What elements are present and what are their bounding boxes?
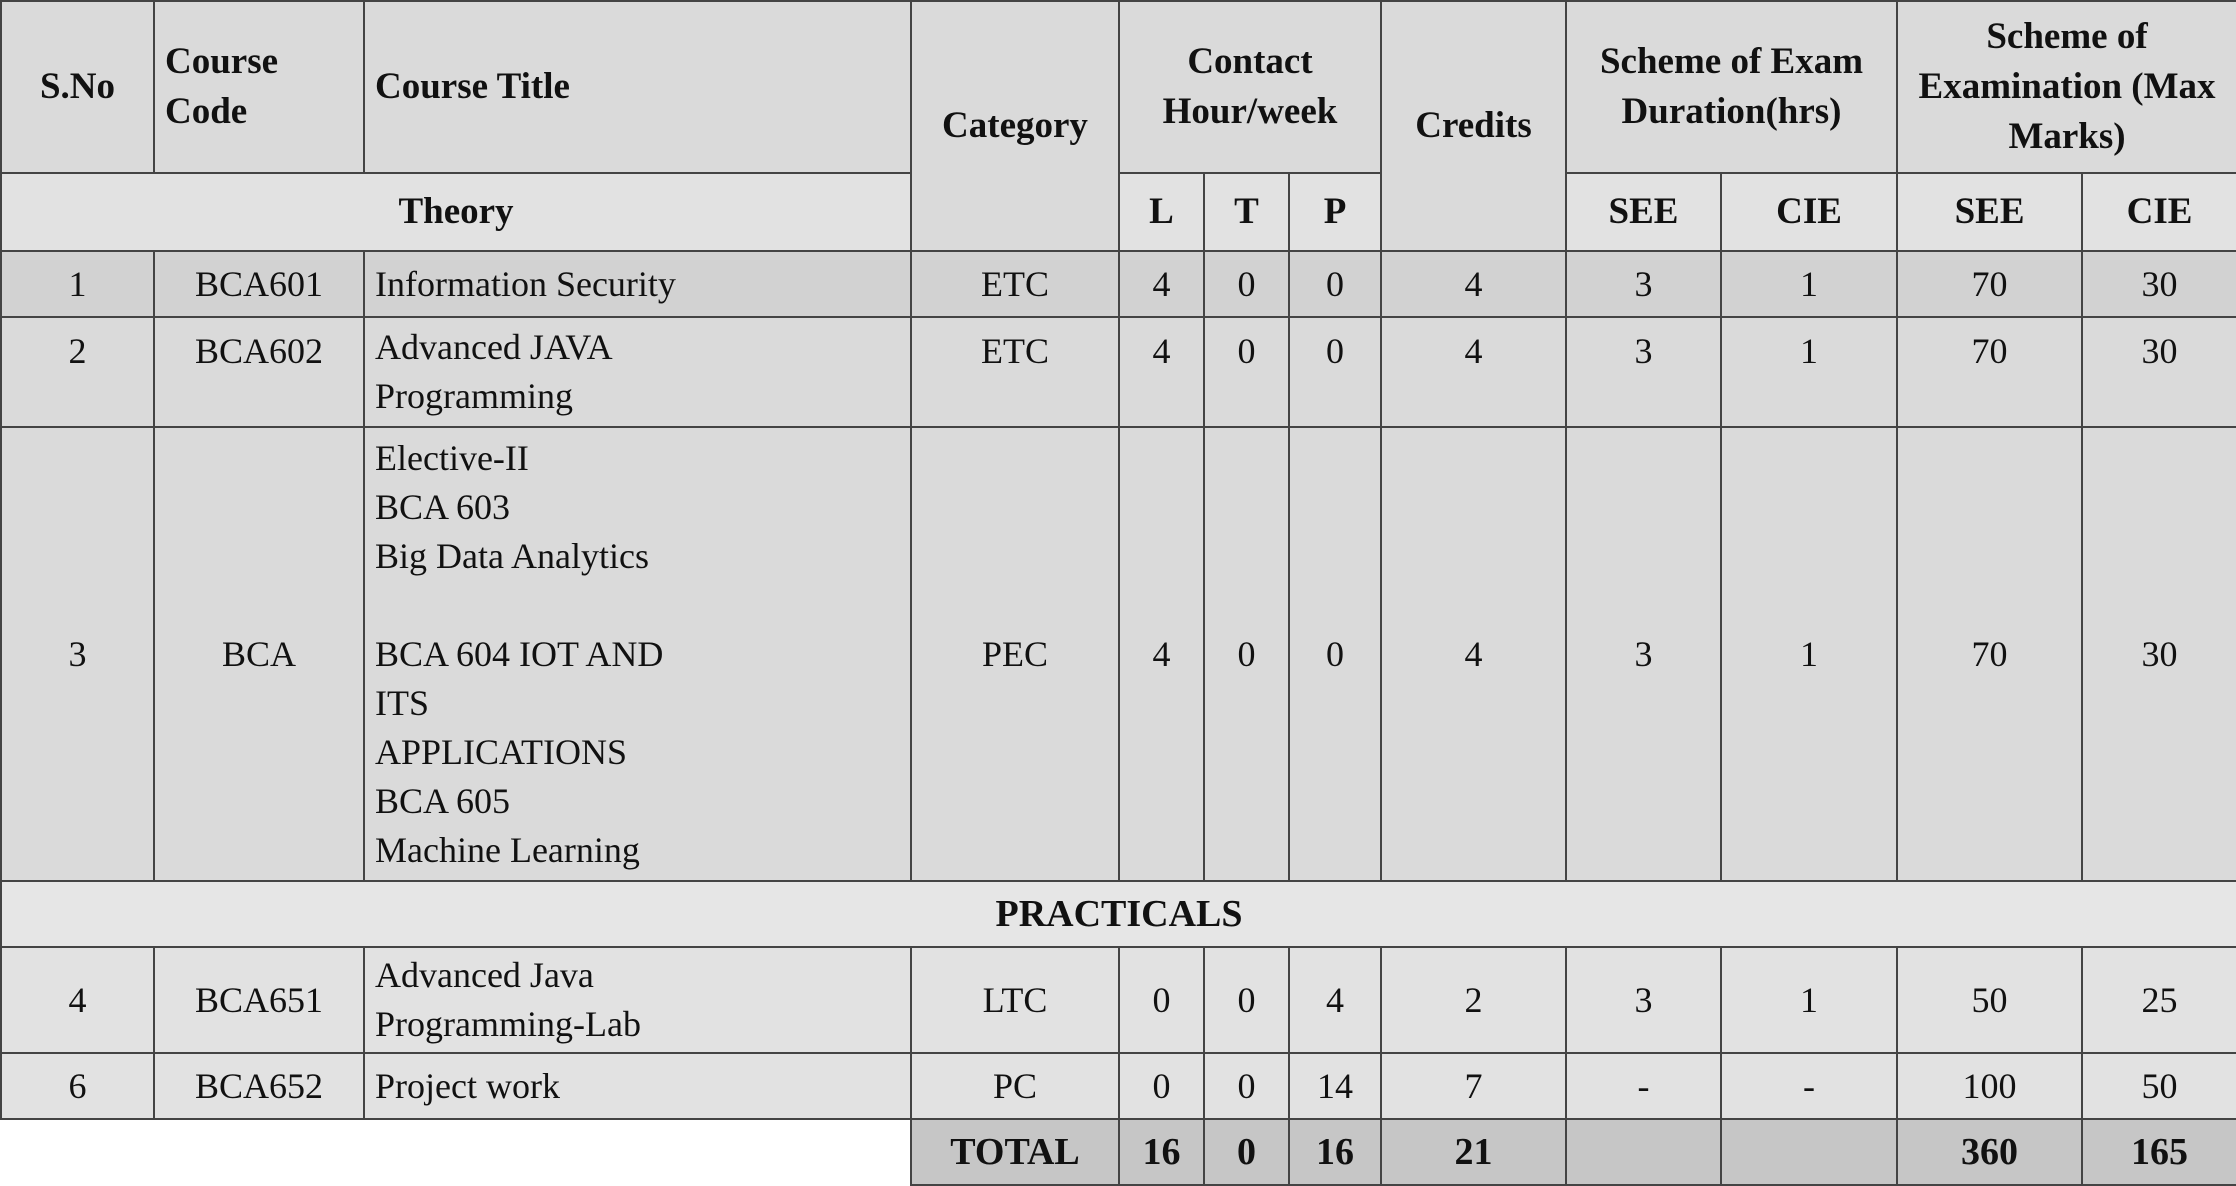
- cell-title: [364, 251, 911, 317]
- total-cie-duration: [1721, 1119, 1897, 1185]
- cell-sno: 6: [1, 1053, 154, 1119]
- title-line: Programming: [375, 376, 573, 416]
- header-cie-duration: CIE: [1721, 173, 1897, 251]
- header-contact-hours: Contact Hour/week: [1119, 1, 1381, 173]
- cell-category: ETC: [911, 251, 1119, 317]
- header-l: L: [1119, 173, 1204, 251]
- cell-see-duration: 3: [1566, 427, 1721, 881]
- cell-cie-marks: 30: [2082, 427, 2236, 881]
- cell-credits: 2: [1381, 947, 1566, 1053]
- title-line: ITS: [375, 682, 429, 723]
- title-line: Programming-Lab: [375, 1004, 641, 1044]
- cell-see-marks: 100: [1897, 1053, 2082, 1119]
- cell-l: 4: [1119, 427, 1204, 881]
- header-cie-marks: CIE: [2082, 173, 2236, 251]
- table-row: [1, 251, 2236, 317]
- cell-category: PC: [911, 1053, 1119, 1119]
- title-line: [375, 581, 900, 630]
- title-line: APPLICATIONS: [375, 731, 628, 772]
- cell-see-duration: 3: [1566, 251, 1721, 317]
- cell-code: BCA652: [154, 1053, 364, 1119]
- cell-cie-marks: 30: [2082, 251, 2236, 317]
- header-exam-duration: Scheme of Exam Duration(hrs): [1566, 1, 1897, 173]
- cell-cie-duration: 1: [1721, 317, 1897, 427]
- section-theory: Theory: [1, 173, 911, 251]
- title-line: BCA 605: [375, 780, 511, 821]
- header-course-code: Course Code: [154, 1, 364, 173]
- cell-see-marks: 70: [1897, 317, 2082, 427]
- cell-sno: 4: [1, 947, 154, 1053]
- total-t: 0: [1204, 1119, 1289, 1185]
- total-see-marks: 360: [1897, 1119, 2082, 1185]
- title-line: Elective-II: [375, 437, 529, 478]
- cell-see-marks: 70: [1897, 427, 2082, 881]
- cell-l: 0: [1119, 1053, 1204, 1119]
- title-line: Big Data Analytics: [375, 535, 649, 576]
- cell-p: 4: [1289, 947, 1381, 1053]
- header-course-title: Course Title: [364, 1, 911, 173]
- total-cie-marks: 165: [2082, 1119, 2236, 1185]
- cell-cie-marks: 50: [2082, 1053, 2236, 1119]
- cell-category: LTC: [911, 947, 1119, 1053]
- cell-credits: 4: [1381, 427, 1566, 881]
- cell-credits: 7: [1381, 1053, 1566, 1119]
- cell-see-duration: 3: [1566, 317, 1721, 427]
- total-label: TOTAL: [911, 1119, 1119, 1185]
- cell-title: [364, 427, 911, 881]
- cell-p: 0: [1289, 251, 1381, 317]
- table-row: [1, 947, 2236, 1053]
- cell-l: 4: [1119, 317, 1204, 427]
- cell-t: 0: [1204, 947, 1289, 1053]
- header-t: T: [1204, 173, 1289, 251]
- title-line: BCA 604 IOT AND: [375, 633, 664, 674]
- total-credits: 21: [1381, 1119, 1566, 1185]
- header-sno: S.No: [1, 1, 154, 173]
- cell-p: 14: [1289, 1053, 1381, 1119]
- cell-p: 0: [1289, 317, 1381, 427]
- header-see-marks: SEE: [1897, 173, 2082, 251]
- cell-p: 0: [1289, 427, 1381, 881]
- cell-code: BCA651: [154, 947, 364, 1053]
- cell-title: [364, 317, 911, 427]
- header-max-marks: Scheme of Examination (Max Marks): [1897, 1, 2236, 173]
- cell-see-duration: -: [1566, 1053, 1721, 1119]
- cell-title: [364, 1053, 911, 1119]
- cell-code: BCA601: [154, 251, 364, 317]
- title-line: Advanced JAVA: [375, 327, 613, 367]
- header-p: P: [1289, 173, 1381, 251]
- total-blank: [1, 1119, 911, 1185]
- cell-cie-duration: 1: [1721, 427, 1897, 881]
- table-row: [1, 317, 2236, 427]
- cell-title: [364, 947, 911, 1053]
- cell-cie-duration: -: [1721, 1053, 1897, 1119]
- cell-t: 0: [1204, 427, 1289, 881]
- cell-credits: 4: [1381, 317, 1566, 427]
- title-line: Machine Learning: [375, 829, 640, 870]
- cell-code: BCA: [154, 427, 364, 881]
- cell-sno: 3: [1, 427, 154, 881]
- title-line: Project work: [375, 1065, 560, 1106]
- title-line: Information Security: [375, 263, 676, 304]
- cell-code: BCA602: [154, 317, 364, 427]
- title-line: BCA 603: [375, 486, 511, 527]
- cell-cie-marks: 25: [2082, 947, 2236, 1053]
- cell-cie-duration: 1: [1721, 947, 1897, 1053]
- cell-sno: 2: [1, 317, 154, 427]
- total-l: 16: [1119, 1119, 1204, 1185]
- cell-credits: 4: [1381, 251, 1566, 317]
- header-category: Category: [911, 1, 1119, 251]
- cell-t: 0: [1204, 251, 1289, 317]
- title-line: Advanced Java: [375, 955, 594, 995]
- cell-see-duration: 3: [1566, 947, 1721, 1053]
- cell-l: 0: [1119, 947, 1204, 1053]
- total-see-duration: [1566, 1119, 1721, 1185]
- header-credits: Credits: [1381, 1, 1566, 251]
- total-row: [1, 1119, 2236, 1185]
- header-row-2: [1, 173, 2236, 251]
- cell-category: PEC: [911, 427, 1119, 881]
- header-row-1: [1, 1, 2236, 173]
- cell-t: 0: [1204, 317, 1289, 427]
- cell-see-marks: 70: [1897, 251, 2082, 317]
- cell-see-marks: 50: [1897, 947, 2082, 1053]
- cell-cie-marks: 30: [2082, 317, 2236, 427]
- section-practicals: PRACTICALS: [1, 881, 2236, 947]
- header-see-duration: SEE: [1566, 173, 1721, 251]
- cell-l: 4: [1119, 251, 1204, 317]
- cell-cie-duration: 1: [1721, 251, 1897, 317]
- cell-category: ETC: [911, 317, 1119, 427]
- practicals-section-row: [1, 881, 2236, 947]
- cell-sno: 1: [1, 251, 154, 317]
- table-row: [1, 427, 2236, 881]
- table-row: [1, 1053, 2236, 1119]
- total-p: 16: [1289, 1119, 1381, 1185]
- cell-t: 0: [1204, 1053, 1289, 1119]
